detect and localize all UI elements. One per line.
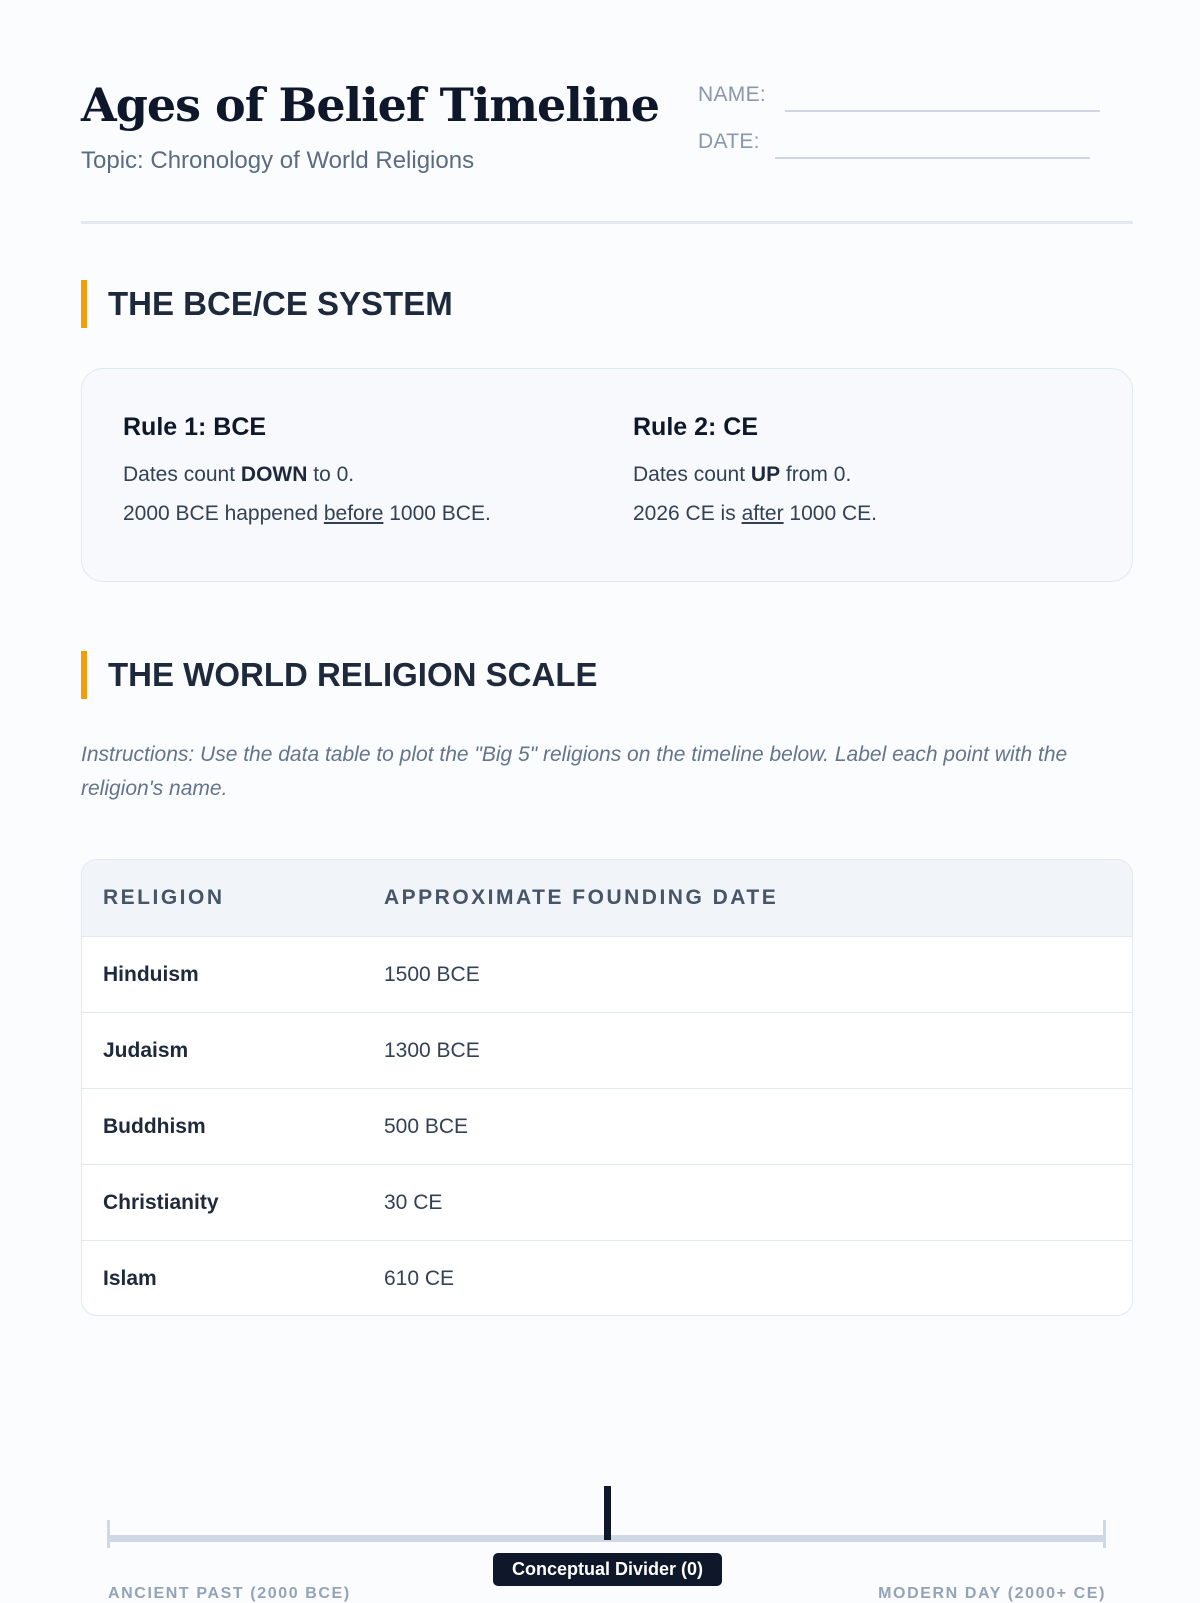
founding-date: 500 BCE (384, 1115, 469, 1138)
name-field[interactable] (785, 110, 1100, 112)
section-heading-religion-scale: THE WORLD RELIGION SCALE (81, 651, 981, 699)
table-row (82, 1013, 1132, 1089)
rule-bce-title: Rule 1: BCE (123, 413, 267, 441)
worksheet-page (81, 0, 1133, 1600)
page-subtitle: Topic: Chronology of World Religions (81, 147, 475, 174)
date-field[interactable] (775, 157, 1090, 159)
religion-name: Christianity (103, 1191, 219, 1214)
table-row (82, 937, 1132, 1013)
date-label: DATE: (698, 130, 760, 153)
religion-name: Hinduism (103, 963, 199, 986)
instructions-text: Instructions: Use the data table to plot the "Big 5" religions on the timeline below. Label each point with the religion's name. (81, 743, 1068, 800)
religion-name: Islam (103, 1267, 157, 1290)
rules-card (81, 368, 1133, 582)
timeline-start-tick (107, 1520, 110, 1548)
founding-date: 30 CE (384, 1191, 443, 1214)
page-title: Ages of Belief Timeline (81, 78, 659, 132)
religion-timeline[interactable] (81, 1470, 1133, 1600)
table-header-religion: RELIGION (103, 886, 225, 909)
name-label: NAME: (698, 83, 767, 106)
rule-ce-line1: Dates count UP from 0. (633, 463, 852, 486)
timeline-start-label: ANCIENT PAST (2000 BCE) (108, 1585, 351, 1602)
table-row (82, 1089, 1132, 1165)
founding-date: 610 CE (384, 1267, 455, 1290)
rule-bce-line1: Dates count DOWN to 0. (123, 463, 355, 486)
religion-table (81, 859, 1133, 1316)
timeline-end-label: MODERN DAY (2000+ CE) (878, 1585, 1106, 1602)
timeline-zero-tick (604, 1486, 611, 1540)
header-divider (81, 221, 1133, 224)
rule-ce-title: Rule 2: CE (633, 413, 759, 441)
table-row (82, 1241, 1132, 1316)
founding-date: 1500 BCE (384, 963, 480, 986)
religion-name: Judaism (103, 1039, 189, 1062)
rule-bce (123, 413, 563, 538)
timeline-end-tick (1103, 1520, 1106, 1548)
rule-ce (633, 413, 1073, 538)
rule-ce-line2: 2026 CE is after 1000 CE. (633, 502, 877, 525)
rule-bce-line2: 2000 BCE happened before 1000 BCE. (123, 502, 491, 525)
religion-name: Buddhism (103, 1115, 206, 1138)
founding-date: 1300 BCE (384, 1039, 480, 1062)
conceptual-divider-label: Conceptual Divider (0) (493, 1553, 722, 1586)
section-heading-bce-ce: THE BCE/CE SYSTEM (81, 280, 981, 328)
table-row (82, 1165, 1132, 1241)
table-header-date: APPROXIMATE FOUNDING DATE (384, 886, 779, 909)
table-header-row (82, 860, 1132, 937)
